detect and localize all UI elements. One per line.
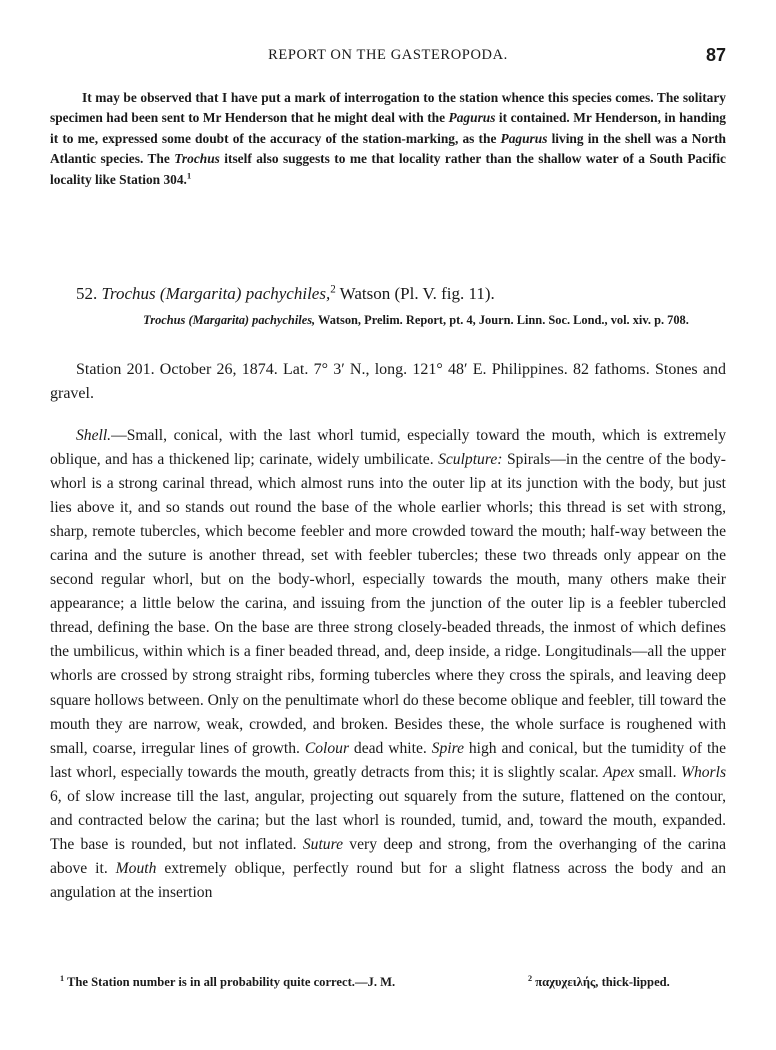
species-epithet: pachychiles, (245, 284, 331, 303)
page-number: 87 (705, 45, 726, 65)
intro-pagurus-2: Pagurus (500, 130, 548, 146)
footnote-ref-2[interactable]: 2 (330, 283, 336, 296)
footnote-2 (528, 975, 670, 990)
description-text-6: 6, of slow increase till the last, angular, projecting out squarely from the suture, flattened on the contour, and contracted below the carina; but the last whorl is rounded, tumid, and, toward the mouth, expanded. The base is rounded, but not inflated. (50, 787, 726, 853)
reference-citation: Watson, Prelim. Report, pt. 4, Journ. Linn. Soc. Lond., vol. xiv. p. 708. (315, 313, 689, 327)
suture-label: Suture (302, 835, 343, 853)
intro-trochus: Trochus (174, 151, 220, 167)
intro-paragraph (50, 88, 726, 190)
intro-text-1: It may be observed that I have put a mark of interrogation to the station whence this species comes. The solitary specimen had been sent to Mr Henderson that he might deal with the (50, 90, 726, 126)
station-paragraph (50, 358, 726, 406)
footnote-1-mark: 1 (60, 973, 65, 983)
footnotes (60, 975, 726, 995)
footnote-2-mark: 2 (528, 973, 533, 983)
intro-text-2: it contained. Mr Henderson, in handing it to me, expressed some doubt of the accuracy of the station-marking, as the (50, 110, 726, 146)
description-text-3: dead white. (349, 739, 432, 757)
species-subgenus: (Margarita) (159, 284, 242, 303)
intro-pagurus-1: Pagurus (448, 110, 496, 126)
species-heading (76, 284, 495, 304)
whorls-label: Whorls (680, 763, 727, 781)
description-text-5: small. (634, 763, 681, 781)
mouth-label: Mouth (115, 859, 157, 877)
station-text: Station 201. October 26, 1874. Lat. 7° 3′ N., long. 121° 48′ E. Philippines. 82 fathoms. Stones and gravel. (50, 361, 726, 402)
running-head (50, 45, 726, 67)
description-text-7: very deep and strong, from the overhanging of the carina above it. (50, 835, 727, 877)
sculpture-label: Sculpture: (438, 451, 503, 469)
description-paragraph (50, 424, 726, 905)
shell-label: Shell. (76, 427, 112, 444)
apex-label: Apex (603, 763, 635, 781)
literature-reference (106, 312, 726, 329)
footnote-ref-1[interactable]: 1 (186, 170, 192, 181)
description-text-1: —Small, conical, with the last whorl tumid, especially toward the mouth, which is extremely oblique, and has a thickened lip; carinate, widely umbilicate. (50, 427, 726, 469)
species-genus: Trochus (101, 284, 156, 303)
spire-label: Spire (431, 739, 464, 757)
species-authority: Watson (Pl. V. fig. 11). (335, 284, 495, 303)
description-text-2: Spirals—in the centre of the body-whorl is a strong carinal thread, which almost runs into the outer lip at its junction with the body, but just lies above it, and so stands out round the base of the whole earlier whorls; this thread is set with strong, sharp, remote tubercles, which become feebler and more crowded toward the mouth; half-way between the carina and the suture is another thread, set with feebler tubercles; these two threads only appear on the second regular whorl, but on the body-whorl, especially towards the mouth, many others make their appearance; a little below the carina, and issuing from the junction of the outer lip is a feebler tubercled thread, defining the base. On the base are three strong closely-beaded threads, the inmost of which defines the umbilicus, within which is a finer beaded thread, and, deep inside, a ridge. Longitudinals—all the upper whorls are crossed by strong straight ribs, forming tubercles where they cross the spirals, and leaving deep square hollows between. Only on the penultimate whorl do these become oblique and feebler, till toward the mouth they are narrow, weak, crowded, and broken. Besides these, the whole surface is roughened with small, coarse, irregular lines of growth. (50, 451, 726, 757)
description-text-4: high and conical, but the tumidity of the last whorl, especially towards the mouth, greatly detracts from this; it is slightly scalar. (50, 739, 726, 781)
description-text-8: extremely oblique, perfectly round but for a slight flatness across the body and an angulation at the insertion (50, 859, 727, 901)
colour-label: Colour (304, 739, 350, 757)
intro-text-3: living in the shell was a North Atlantic species. The (50, 130, 726, 167)
reference-name: Trochus (Margarita) pachychiles, (143, 313, 316, 327)
intro-text-4: itself also suggests to me that locality rather than the shallow water of a South Pacific locality like Station 304. (50, 151, 726, 187)
footnote-2-text: παχυχειλής, thick-lipped. (532, 975, 670, 989)
footnote-1 (60, 975, 395, 990)
species-number: 52. (76, 284, 98, 303)
running-title: REPORT ON THE GASTEROPODA. (268, 47, 508, 63)
footnote-1-text: The Station number is in all probability quite correct.—J. M. (64, 975, 396, 989)
